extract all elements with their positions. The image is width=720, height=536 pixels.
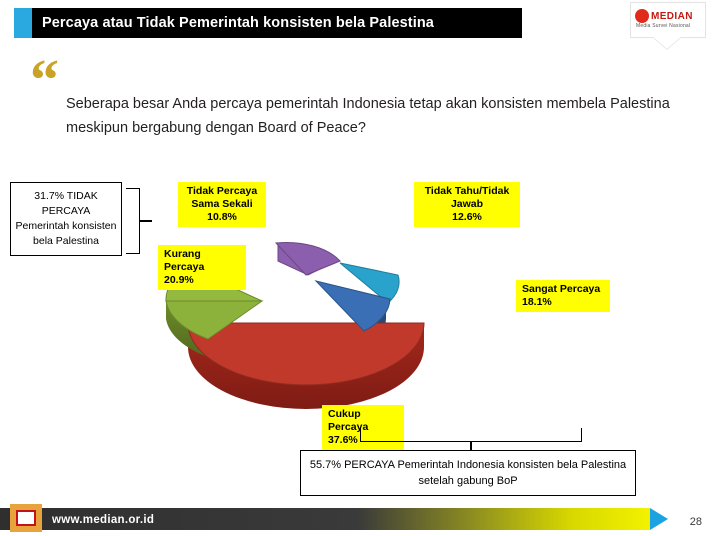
footer-book-icon-inner	[16, 510, 36, 526]
pie-chart	[150, 205, 470, 435]
label-tidak-percaya-sama-sekali	[178, 182, 266, 227]
pie-chart-area	[0, 160, 720, 490]
header-accent-block	[14, 8, 32, 38]
footer	[0, 496, 720, 536]
survey-question: Seberapa besar Anda percaya pemerintah Indonesia tetap akan konsisten membela Palestina meskipun bergabung dengan Board of Peace?	[66, 96, 670, 136]
page-number: 28	[689, 516, 702, 528]
page-title: Percaya atau Tidak Pemerintah konsisten bela Palestina	[42, 15, 434, 31]
label-line-1: Sangat Percaya	[522, 283, 601, 295]
logo-sub-text: Media Survei Nasional	[636, 23, 691, 29]
label-line-1: Tidak Percaya	[186, 185, 258, 197]
label-line-1: Kurang Percaya	[164, 248, 205, 273]
left-bracket-stem	[140, 220, 152, 222]
summary-tidak-percaya-box: 31.7% TIDAK PERCAYA Pemerintah konsisten bela Palestina	[10, 182, 122, 256]
logo-pointer	[652, 36, 682, 49]
label-line-2: Jawab	[450, 198, 484, 210]
footer-website-url[interactable]: www.median.or.id	[52, 514, 155, 526]
label-tidak-tahu-tidak-jawab	[414, 182, 520, 227]
label-value: 20.9%	[164, 274, 194, 286]
label-kurang-percaya	[158, 245, 246, 290]
footer-book-icon	[10, 504, 42, 532]
median-logo	[630, 2, 704, 50]
label-value: 37.6%	[328, 434, 358, 446]
header-bar	[14, 8, 522, 38]
bottom-bracket	[360, 428, 582, 442]
quote-icon: “	[30, 47, 59, 112]
label-sangat-percaya	[516, 280, 610, 312]
label-value: 12.6%	[452, 211, 482, 223]
label-value: 10.8%	[207, 211, 237, 223]
bottom-bracket-stem	[470, 442, 472, 450]
left-bracket	[126, 188, 140, 254]
red-circle-icon	[635, 9, 649, 23]
label-line-1: Cukup Percaya	[328, 408, 369, 433]
logo-brand-text: MEDIAN	[651, 11, 693, 22]
label-value: 18.1%	[522, 296, 552, 308]
footer-arrow-icon	[650, 508, 668, 530]
label-line-2: Sama Sekali	[191, 198, 253, 210]
label-line-1: Tidak Tahu/Tidak	[424, 185, 510, 197]
summary-percaya-box: 55.7% PERCAYA Pemerintah Indonesia konsisten bela Palestina setelah gabung BoP	[300, 450, 636, 496]
